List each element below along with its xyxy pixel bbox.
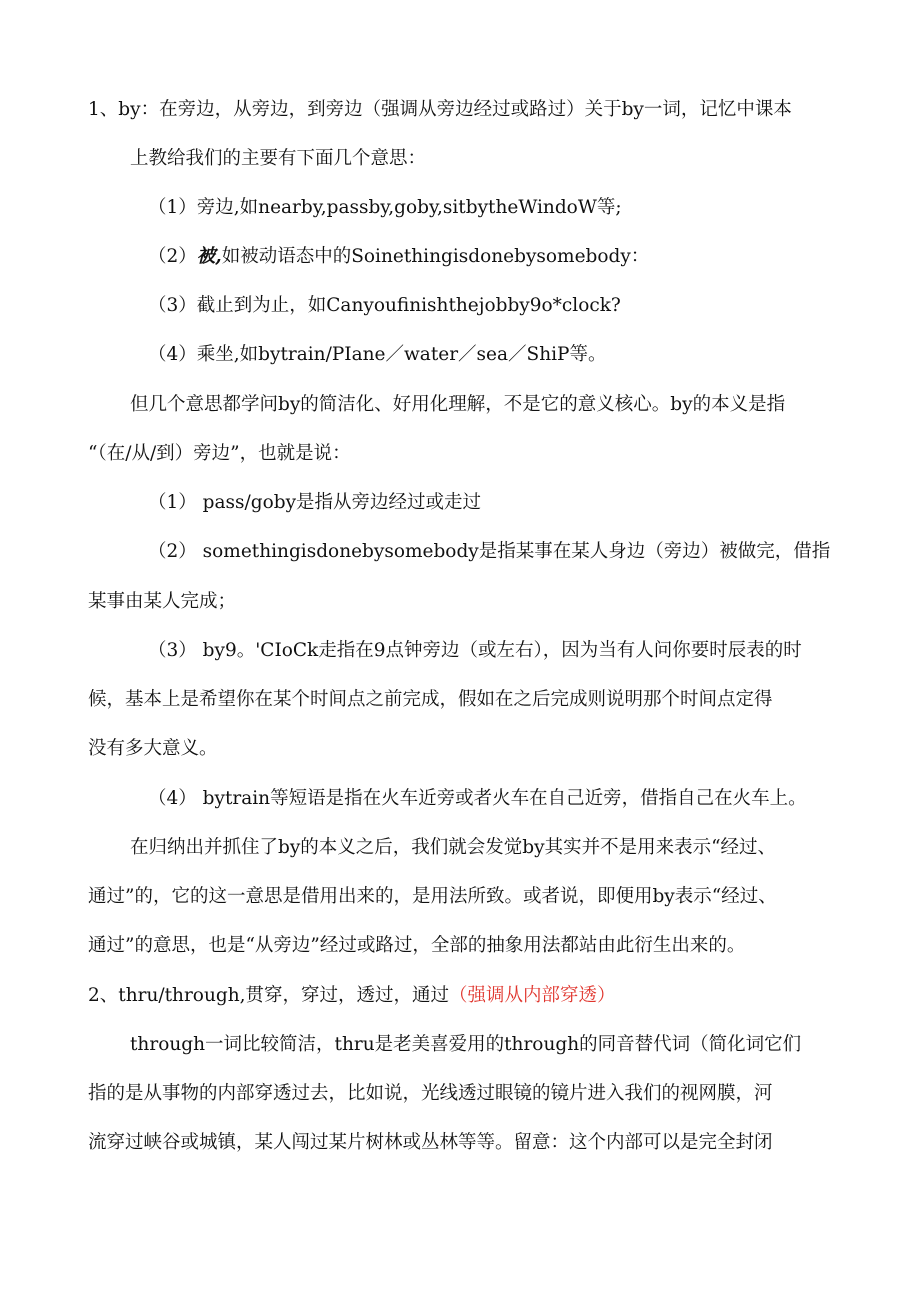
meaning-item-2-text: 如被动语态中的Soinethingisdonebysomebody： <box>221 246 650 267</box>
paragraph-summary-line-3: 通过”的意思，也是“从旁边”经过或路过，全部的抽象用法都站由此衍生出来的。 <box>88 935 746 956</box>
paragraph-core-meaning-line-2: “（在/从/到）旁边”，也就是说： <box>88 443 351 464</box>
paragraph-summary-line-2: 通过”的，它的这一意思是借用出来的，是用法所致。或者说，即便用by表示“经过、 <box>88 886 777 907</box>
paragraph-through-line-1: through一词比较简洁，thru是老美喜爱用的through的同音替代词（简化词它们 <box>130 1034 802 1055</box>
meaning-item-4: （4）乘坐,如bytrain/PIane／water／sea／ShiP等。 <box>148 344 607 365</box>
paragraph-by-intro-line-1: 1、by：在旁边，从旁边，到旁边（强调从旁边经过或路过）关于by一词，记忆中课本 <box>88 99 792 120</box>
core-item-3-line-1: （3） by9。'CIoCk走指在9点钟旁边（或左右），因为当有人问你要时辰表的时 <box>148 640 802 661</box>
core-item-2-line-1: （2） somethingisdonebysomebody是指某事在某人身边（旁边）被做完，借指 <box>148 541 831 562</box>
meaning-item-2-number: （2） <box>148 246 197 267</box>
core-item-1: （1） pass/goby是指从旁边经过或走过 <box>148 492 482 513</box>
meaning-item-2-emphasis: 被, <box>196 246 222 267</box>
paragraph-through-line-3: 流穿过峡谷或城镇，某人闯过某片树林或丛林等等。留意：这个内部可以是完全封闭 <box>88 1132 773 1153</box>
core-item-3-line-3: 没有多大意义。 <box>88 738 218 759</box>
meaning-item-3: （3）截止到为止，如Canyoufinishthejobby9o*clock? <box>148 295 621 316</box>
paragraph-by-intro-line-2: 上教给我们的主要有下面几个意思： <box>130 148 427 169</box>
paragraph-summary-line-1: 在归纳出并抓住了by的本义之后，我们就会发觉by其实并不是用来表示“经过、 <box>130 837 777 858</box>
core-item-4: （4） bytrain等短语是指在火车近旁或者火车在自己近旁，借指自己在火车上。 <box>148 788 807 809</box>
meaning-item-1: （1）旁边,如nearby,passby,goby,sitbytheWindoW等; <box>148 197 622 218</box>
meaning-item-2 <box>148 244 649 270</box>
section-2-heading-highlight: （强调从内部穿透） <box>449 985 616 1006</box>
section-2-heading-text: 2、thru/through,贯穿，穿过，透过，通过 <box>88 985 449 1006</box>
paragraph-core-meaning-line-1: 但几个意思都学问by的简洁化、好用化理解，不是它的意义核心。by的本义是指 <box>130 394 786 415</box>
core-item-3-line-2: 候，基本上是希望你在某个时间点之前完成，假如在之后完成则说明那个时间点定得 <box>88 689 773 710</box>
paragraph-through-line-2: 指的是从事物的内部穿透过去，比如说，光线透过眼镜的镜片进入我们的视网膜，河 <box>88 1083 773 1104</box>
core-item-2-line-2: 某事由某人完成； <box>88 591 237 612</box>
section-2-heading <box>88 983 616 1009</box>
